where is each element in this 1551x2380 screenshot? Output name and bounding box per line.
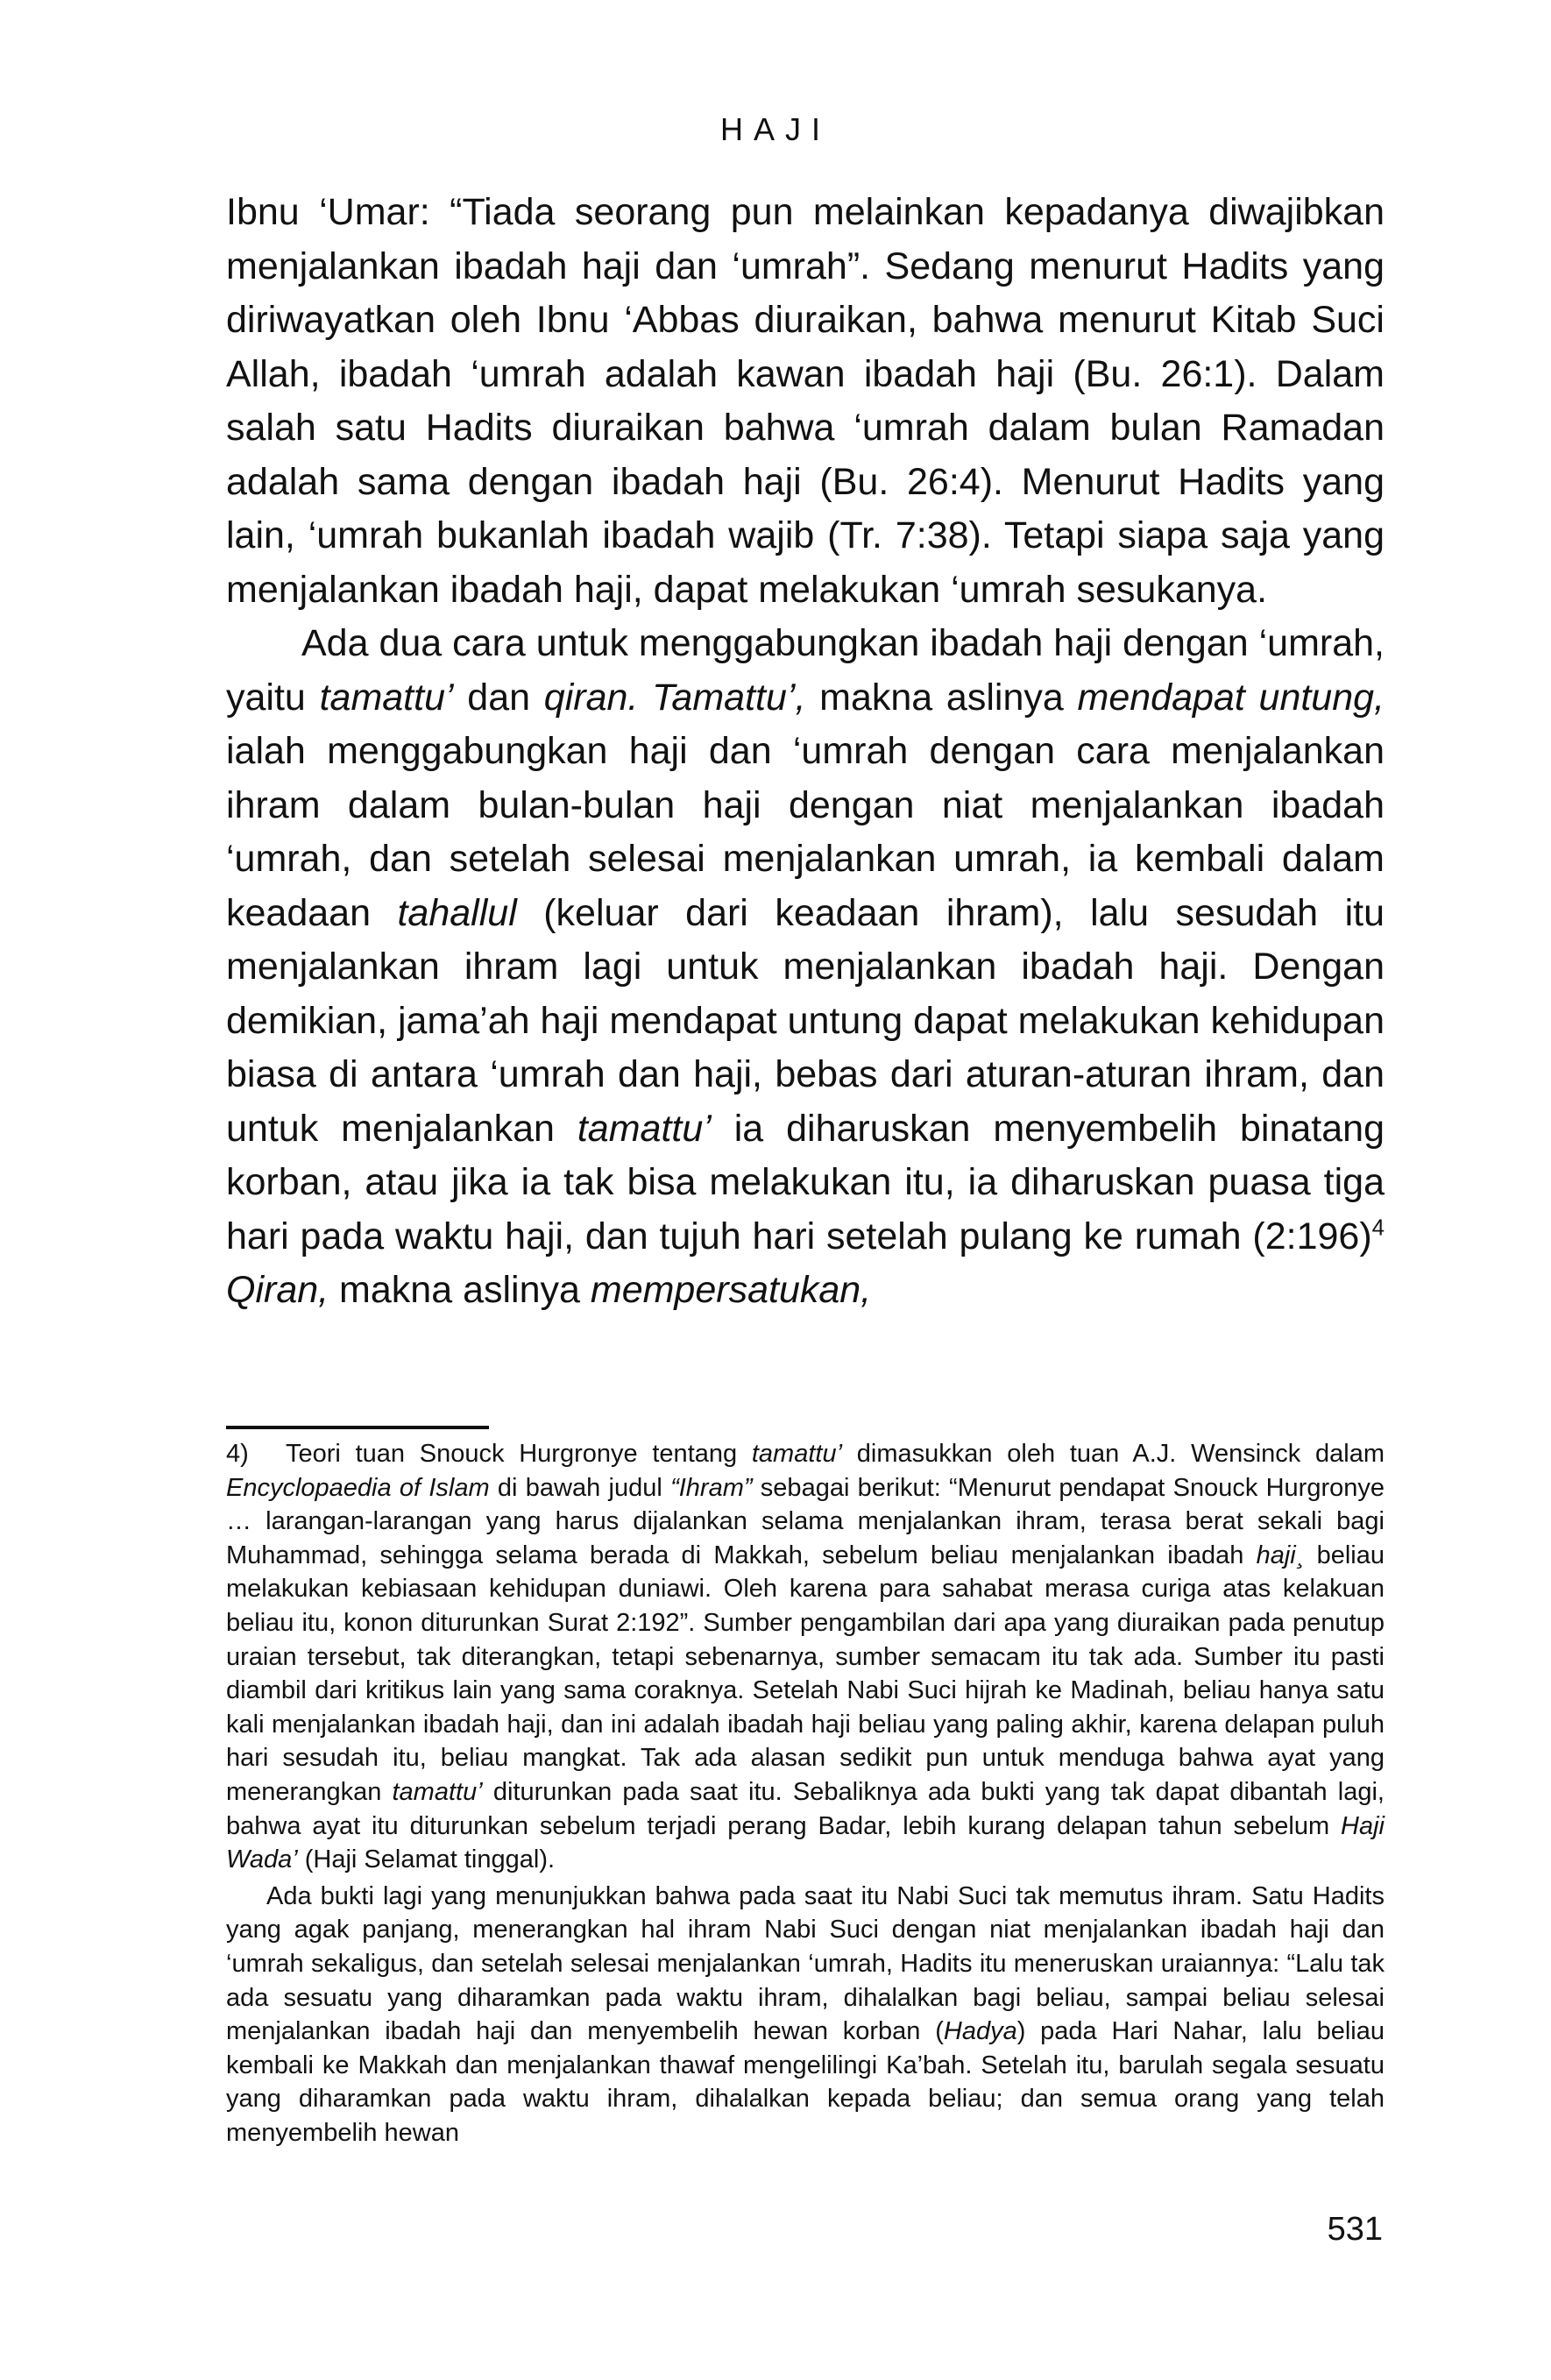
text-run: makna aslinya — [329, 1269, 591, 1311]
italic-term: tamattu’ — [319, 676, 454, 719]
text-run: ) pada Hari Nahar, lalu beliau kembali ke Makkah dan menjalankan thawaf mengelilingi Ka’bah. Setelah itu, barulah segala sesuatu yang diharamkan pada waktu ihram, dihalalkan kepada beliau; dan semua orang yang telah menyembelih hewan — [226, 2017, 1385, 2147]
footnote-divider — [226, 1426, 489, 1429]
text-run: diturunkan pada saat itu. Sebaliknya ada bukti yang tak dapat dibantah lagi, bahwa ayat itu diturunkan sebelum terjadi perang Badar, lebih kurang delapan tahun sebelum — [226, 1777, 1385, 1840]
page-number: 531 — [1327, 2211, 1383, 2248]
text-run: Teori tuan Snouck Hurgronye tentang — [286, 1440, 752, 1468]
text-run: ialah menggabungkan haji dan ‘umrah dengan cara menjalankan ihram dalam bulan-bulan haji dengan niat menjalankan ibadah ‘umrah, dan setelah selesai menjalankan umrah, ia kembali dalam keadaan — [226, 730, 1385, 934]
italic-term: tamattu’ — [577, 1107, 712, 1150]
text-run: Ada dua cara untuk menggabungkan ibadah haji dengan ‘umrah, yaitu — [226, 622, 1385, 719]
footnotes — [226, 1437, 1385, 2150]
italic-term: Tamattu’, — [652, 676, 806, 719]
text-run: beliau melakukan kebiasaan kehidupan duniawi. Oleh karena para sahabat merasa curiga atas kelakuan beliau itu, konon diturunkan Surat 2:192”. Sumber pengambilan dari apa yang diuraikan pada penutup uraian tersebut, tak diterangkan, tetapi sebenarnya, sumber semacam itu tak ada. Sumber itu pasti diambil dari kritikus lain yang sama coraknya. Setelah Nabi Suci hijrah ke Madinah, beliau hanya satu kali menjalankan ibadah haji, dan ini adalah ibadah haji beliau yang paling akhir, karena delapan puluh hari sesudah itu, beliau mangkat. Tak ada alasan sedikit pun untuk menduga bahwa ayat yang menerangkan — [226, 1541, 1385, 1806]
footnote-number: 4) — [226, 1440, 249, 1468]
italic-term: Qiran, — [226, 1269, 329, 1311]
text-run: makna aslinya — [805, 676, 1078, 719]
main-paragraph-2 — [226, 617, 1385, 1318]
text-run: Ada bukti lagi yang menunjukkan bahwa pada saat itu Nabi Suci tak memutus ihram. Satu Hadits yang agak panjang, menerangkan hal ihram Nabi Suci dengan niat menjalankan ibadah haji dan ‘umrah sekaligus, dan setelah selesai menjalankan ‘umrah, Hadits itu meneruskan uraiannya: “Lalu tak ada sesuatu yang diharamkan pada waktu ihram, dihalalkan bagi beliau, sampai beliau selesai menjalankan ibadah haji dan menyembelih hewan korban ( — [226, 1881, 1385, 2046]
main-text — [226, 186, 1385, 1318]
text-run — [638, 676, 652, 719]
italic-term: mempersatukan, — [590, 1269, 872, 1311]
italic-term: mendapat untung, — [1077, 676, 1385, 719]
italic-term: qiran. — [543, 676, 639, 719]
footnote-reference: 4 — [1371, 1215, 1385, 1241]
main-paragraph-1: Ibnu ‘Umar: “Tiada seorang pun melainkan kepadanya diwajibkan menjalankan ibadah haji dan ‘umrah”. Sedang menurut Hadits yang diriwayatkan oleh Ibnu ‘Abbas diuraikan, bahwa menurut Kitab Suci Allah, ibadah ‘umrah adalah kawan ibadah haji (Bu. 26:1). Dalam salah satu Hadits diuraikan bahwa ‘umrah dalam bulan Ramadan adalah sama dengan ibadah haji (Bu. 26:4). Menurut Hadits yang lain, ‘umrah bukanlah ibadah wajib (Tr. 7:38). Tetapi siapa saja yang menjalankan ibadah haji, dapat melakukan ‘umrah sesukanya. — [226, 191, 1385, 611]
text-run: (Haji Selamat tinggal). — [297, 1845, 556, 1874]
footnote-paragraph-1 — [226, 1437, 1385, 1877]
italic-term: haji¸ — [1256, 1541, 1305, 1569]
italic-term: tahallul — [397, 891, 517, 934]
italic-term: Hadya — [943, 2017, 1017, 2046]
italic-term: “Ihram” — [670, 1473, 753, 1502]
text-run: di bawah judul — [489, 1473, 671, 1502]
text-run: ia diharuskan menyembelih binatang korban, atau jika ia tak bisa melakukan itu, ia diharuskan puasa tiga hari pada waktu haji, dan tujuh hari setelah pulang ke rumah (2:196) — [226, 1107, 1385, 1257]
text-run: sebagai berikut: “Menurut pendapat Snouck Hurgronye … larangan-larangan yang harus dijalankan selama menjalankan ihram, terasa berat sekali bagi Muhammad, sehingga selama berada di Makkah, sebelum beliau menjalankan ibadah — [226, 1473, 1385, 1569]
italic-term: Encyclopaedia of Islam — [226, 1473, 490, 1502]
running-header: HAJI — [719, 111, 831, 147]
italic-term: Haji Wada’ — [226, 1811, 1385, 1874]
text-run: (keluar dari keadaan ihram), lalu sesudah itu menjalankan ihram lagi untuk menjalankan ibadah haji. Dengan demikian, jama’ah haji mendapat untung dapat melakukan kehidupan biasa di antara ‘umrah dan haji, bebas dari aturan-aturan ihram, dan untuk menjalankan — [226, 891, 1385, 1150]
italic-term: tamattu’ — [392, 1777, 483, 1806]
text-run: dan — [453, 676, 544, 719]
text-run: dimasukkan oleh tuan A.J. Wensinck dalam — [842, 1440, 1385, 1468]
italic-term: tamattu’ — [751, 1440, 843, 1468]
footnote-paragraph-2 — [226, 1880, 1385, 2150]
